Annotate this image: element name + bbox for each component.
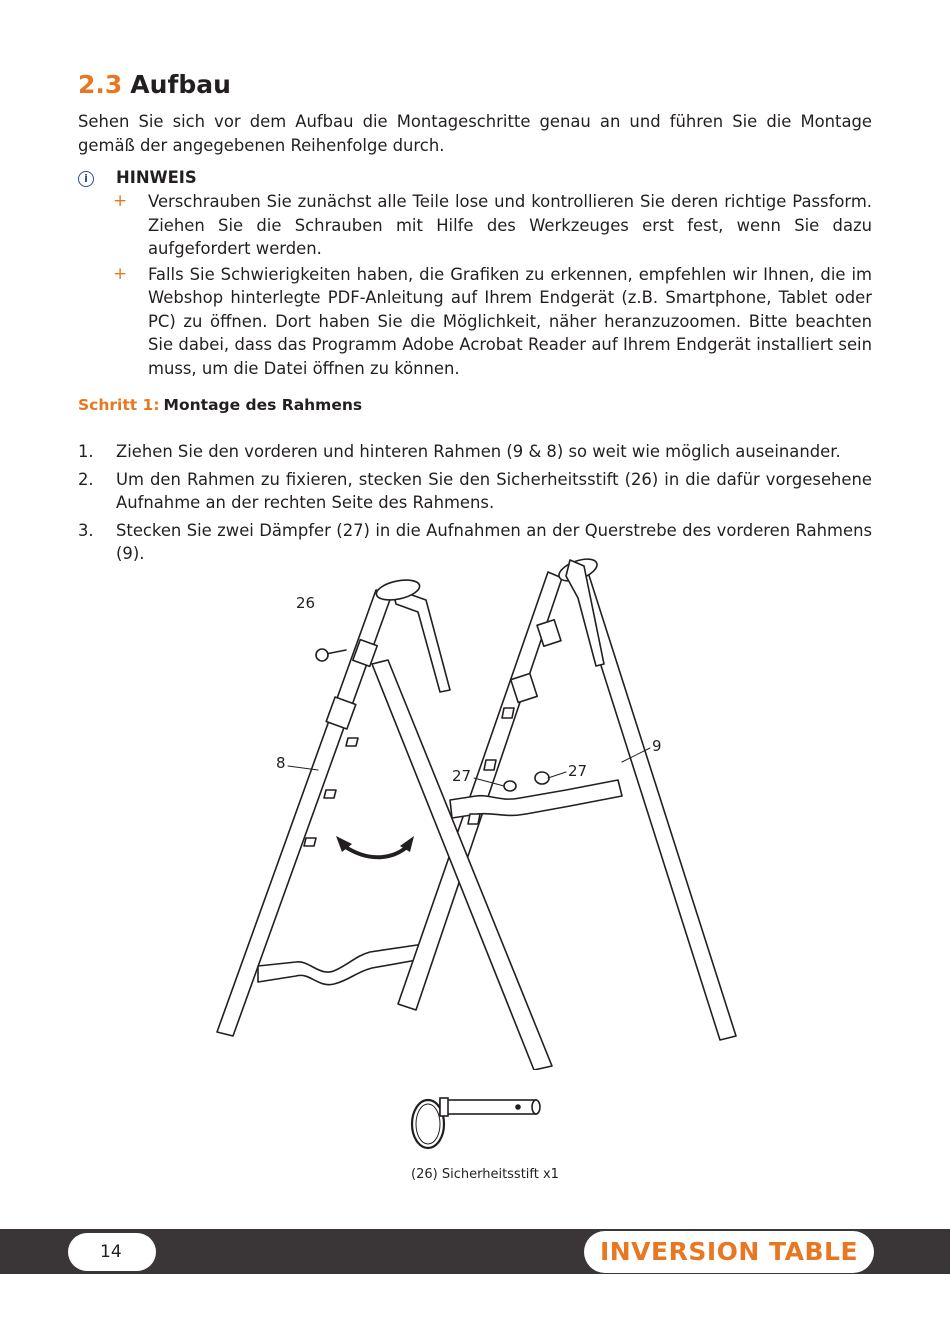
frame-assembly-illustration: [0, 550, 950, 1070]
damper: [535, 772, 549, 784]
hook: [502, 708, 514, 718]
instruction-text: Stecken Sie zwei Dämpfer (27) in die Aufnahmen an der Querstrebe des vorderen Rahmens (9).: [116, 520, 872, 563]
section-title: [78, 70, 231, 99]
rear-frame-crossbar: [258, 944, 428, 985]
label-damper-left: 27: [452, 767, 472, 785]
safety-pin-shaft: [326, 650, 346, 654]
rear-frame-right-leg: [372, 660, 552, 1070]
label-front-frame: 9: [652, 737, 662, 755]
instruction-number: 2.: [78, 469, 94, 489]
hint-heading: [78, 168, 197, 187]
hint-item-text: Falls Sie Schwierigkeiten haben, die Grafiken zu erkennen, empfehlen wir Ihnen, die im Webshop hinterlegte PDF-Anleitung auf Ihrem Endgerät (z.B. Smartphone, Tablet oder PC) zu öffnen. Dort haben Sie die Möglichkeit, näher heranzuzoomen. Bitte beachten Sie dabei, dass das Programm Adobe Acrobat Reader auf Ihrem Endgerät installiert sein muss, um die Datei öffnen zu können.: [148, 264, 872, 378]
step-title-text: Montage des Rahmens: [163, 396, 363, 414]
hint-item-text: Verschrauben Sie zunächst alle Teile lose und kontrollieren Sie deren richtige Passform. Ziehen Sie die Schrauben mit Hilfe des Werkzeuges erst fest, wenn Sie dazu aufgefordert werden.: [148, 192, 872, 258]
page-number: 14: [68, 1233, 156, 1271]
plus-icon: +: [113, 263, 128, 284]
step-title: [78, 396, 362, 414]
hook: [324, 790, 336, 798]
hint-list: [110, 190, 872, 382]
hint-item: [110, 190, 872, 261]
hint-title: HINWEIS: [116, 168, 197, 187]
figure-caption: (26) Sicherheitsstift x1: [411, 1167, 559, 1182]
hint-item: [110, 263, 872, 381]
instruction-text: Um den Rahmen zu fixieren, stecken Sie den Sicherheitsstift (26) in die dafür vorgesehene Aufnahme an der rechten Seite des Rahmens.: [116, 469, 872, 512]
instruction-number: 1.: [78, 442, 94, 461]
step-number: Schritt 1:: [78, 396, 160, 414]
label-rear-frame: 8: [276, 754, 286, 772]
hook: [484, 760, 496, 770]
intro-paragraph: Sehen Sie sich vor dem Aufbau die Montageschritte genau an und führen Sie die Montage gemäß der angegebenen Reihenfolge durch.: [78, 112, 872, 155]
rear-frame-bracket: [392, 588, 450, 692]
damper: [504, 781, 516, 791]
instruction-item: [78, 440, 872, 464]
hook: [304, 838, 316, 846]
instruction-text: Ziehen Sie den vorderen und hinteren Rahmen (9 & 8) so weit wie möglich auseinander.: [116, 442, 841, 461]
section-number: 2.3: [78, 70, 123, 99]
instruction-item: [78, 468, 872, 515]
info-icon: i: [78, 171, 94, 187]
instruction-number: 3.: [78, 520, 94, 540]
spread-arrow-icon: [344, 846, 408, 857]
brand-title: INVERSION TABLE: [584, 1231, 874, 1273]
label-damper-right: 27: [568, 762, 588, 780]
label-pin: 26: [296, 594, 316, 612]
hook: [468, 814, 480, 824]
safety-pin-head: [316, 649, 328, 661]
hook: [346, 738, 358, 746]
safety-pin-illustration: [400, 1088, 550, 1158]
plus-icon: +: [113, 191, 128, 211]
leader-line: [548, 772, 566, 778]
section-title-text: Aufbau: [130, 70, 231, 99]
